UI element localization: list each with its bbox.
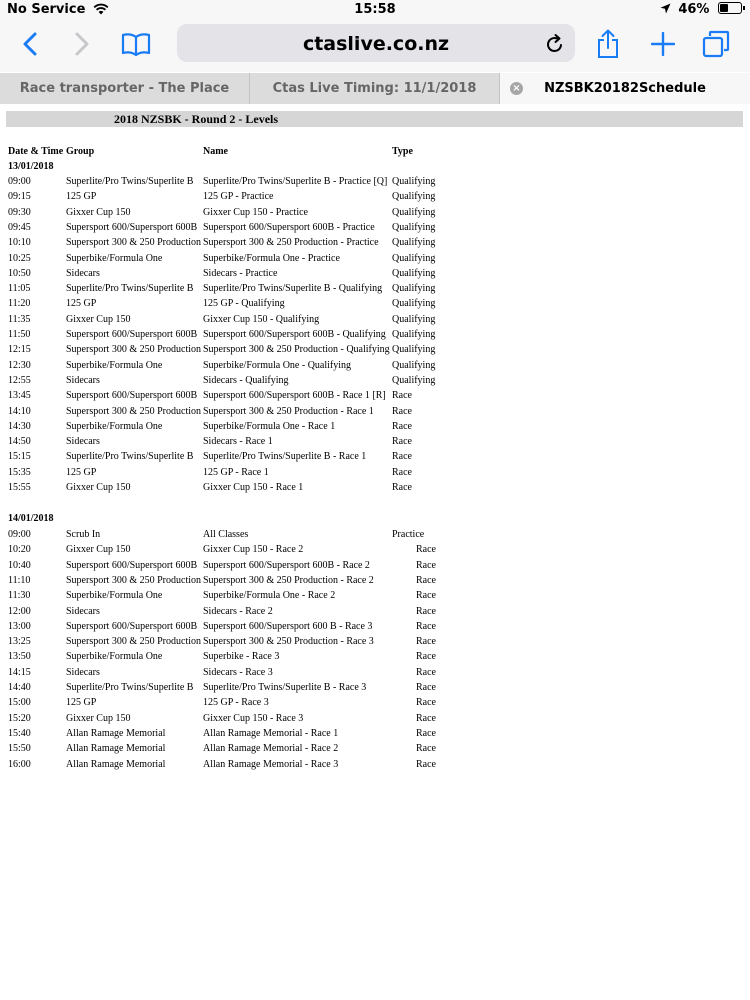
session-type: Qualifying bbox=[392, 206, 436, 218]
session-group: Superlite/Pro Twins/Superlite B bbox=[66, 176, 194, 187]
session-group: Allan Ramage Memorial bbox=[66, 758, 166, 770]
session-name: Gixxer Cup 150 - Qualifying bbox=[203, 313, 320, 325]
session-name: All Classes bbox=[203, 529, 249, 540]
session-type: Qualifying bbox=[392, 298, 436, 310]
session-time: 14:50 bbox=[8, 436, 31, 448]
session-group: Superlite/Pro Twins/Superlite B bbox=[66, 451, 194, 463]
session-time: 13:25 bbox=[8, 636, 31, 648]
session-group: Gixxer Cup 150 bbox=[66, 482, 131, 493]
session-type: Qualifying bbox=[392, 374, 436, 386]
session-name: Supersport 300 & 250 Production - Race 2 bbox=[203, 574, 374, 586]
status-right bbox=[660, 2, 742, 17]
session-type: Qualifying bbox=[392, 221, 436, 233]
session-name: Allan Ramage Memorial - Race 2 bbox=[203, 743, 339, 755]
session-group: Superbike/Formula One bbox=[66, 252, 163, 264]
session-time: 15:50 bbox=[8, 743, 31, 755]
tab-switcher-button[interactable] bbox=[698, 26, 734, 62]
header-type: Type bbox=[392, 146, 413, 157]
session-time: 15:15 bbox=[8, 451, 31, 463]
battery-icon bbox=[718, 2, 742, 14]
date-heading: 13/01/2018 bbox=[8, 161, 54, 172]
chevron-right-icon bbox=[74, 32, 90, 56]
session-time: 15:20 bbox=[8, 712, 31, 724]
session-name: Sidecars - Race 2 bbox=[203, 605, 273, 617]
session-group: Superbike/Formula One bbox=[66, 359, 163, 371]
browser-toolbar bbox=[0, 20, 750, 72]
session-type: Race bbox=[416, 544, 436, 556]
session-name: Supersport 600/Supersport 600B - Qualifying bbox=[203, 329, 386, 340]
session-group: Superlite/Pro Twins/Superlite B bbox=[66, 283, 194, 295]
session-type: Race bbox=[416, 590, 436, 602]
session-type: Race bbox=[416, 682, 436, 693]
session-group: Supersport 300 & 250 Production bbox=[66, 405, 201, 417]
session-group: Scrub In bbox=[66, 529, 101, 540]
session-group: Superbike/Formula One bbox=[66, 420, 163, 432]
session-name: Superlite/Pro Twins/Superlite B - Race 1 bbox=[203, 451, 367, 463]
bookmarks-button[interactable] bbox=[118, 26, 154, 62]
session-group: Supersport 600/Supersport 600B bbox=[66, 559, 198, 571]
session-time: 09:30 bbox=[8, 206, 31, 218]
session-group: 125 GP bbox=[66, 697, 97, 709]
session-type: Race bbox=[392, 405, 412, 417]
session-name: Supersport 300 & 250 Production - Race 1 bbox=[203, 405, 374, 417]
close-icon[interactable]: × bbox=[510, 82, 523, 95]
session-time: 13:50 bbox=[8, 651, 31, 663]
session-group: Superbike/Formula One bbox=[66, 651, 163, 663]
session-type: Race bbox=[416, 697, 436, 709]
session-type: Qualifying bbox=[392, 329, 436, 340]
session-group: 125 GP bbox=[66, 191, 97, 203]
session-name: Superbike/Formula One - Practice bbox=[203, 252, 340, 264]
session-name: Superbike/Formula One - Race 1 bbox=[203, 420, 336, 432]
header-datetime: Date & Time bbox=[8, 146, 64, 157]
session-group: Sidecars bbox=[66, 666, 100, 678]
share-button[interactable] bbox=[590, 26, 626, 62]
session-time: 10:40 bbox=[8, 559, 31, 571]
tab-ctas-live-timing[interactable] bbox=[250, 73, 500, 104]
session-name: 125 GP - Qualifying bbox=[203, 298, 285, 310]
session-group: Supersport 600/Supersport 600B bbox=[66, 390, 198, 402]
carrier-label: No Service bbox=[7, 2, 86, 17]
session-group: Gixxer Cup 150 bbox=[66, 313, 131, 325]
session-type: Race bbox=[392, 420, 412, 432]
session-type: Race bbox=[416, 712, 436, 724]
reload-icon[interactable] bbox=[545, 32, 565, 54]
session-type: Qualifying bbox=[392, 237, 436, 249]
session-type: Qualifying bbox=[392, 176, 436, 187]
session-type: Race bbox=[416, 620, 436, 632]
session-group: Supersport 600/Supersport 600B bbox=[66, 221, 198, 233]
session-group: Allan Ramage Memorial bbox=[66, 743, 166, 755]
session-group: Sidecars bbox=[66, 267, 100, 279]
schedule-title-bar bbox=[6, 111, 743, 127]
session-name: 125 GP - Practice bbox=[203, 191, 274, 203]
session-type: Qualifying bbox=[392, 191, 436, 203]
session-time: 11:30 bbox=[8, 590, 31, 602]
session-name: Superbike/Formula One - Race 2 bbox=[203, 590, 336, 602]
session-time: 09:15 bbox=[8, 191, 31, 203]
session-type: Race bbox=[416, 743, 436, 755]
chevron-left-icon bbox=[22, 32, 38, 56]
forward-button[interactable] bbox=[64, 26, 100, 62]
session-type: Qualifying bbox=[392, 344, 436, 356]
session-name: Sidecars - Qualifying bbox=[203, 374, 289, 386]
session-type: Race bbox=[416, 727, 436, 739]
page-content bbox=[0, 104, 750, 1000]
new-tab-button[interactable] bbox=[645, 26, 681, 62]
session-name: Supersport 300 & 250 Production - Race 3 bbox=[203, 636, 374, 648]
session-type: Race bbox=[392, 436, 412, 448]
session-name: Gixxer Cup 150 - Practice bbox=[203, 206, 308, 218]
battery-level bbox=[720, 4, 728, 12]
session-time: 12:55 bbox=[8, 374, 31, 386]
session-name: Allan Ramage Memorial - Race 1 bbox=[203, 727, 339, 739]
session-time: 13:45 bbox=[8, 390, 31, 402]
session-name: Gixxer Cup 150 - Race 2 bbox=[203, 544, 304, 556]
session-type: Race bbox=[392, 482, 412, 493]
session-type: Race bbox=[416, 651, 436, 663]
session-group: Sidecars bbox=[66, 374, 100, 386]
session-type: Race bbox=[416, 636, 436, 648]
session-time: 15:40 bbox=[8, 727, 31, 739]
session-time: 14:10 bbox=[8, 405, 31, 417]
tab-label: Ctas Live Timing: 11/1/2018 bbox=[272, 81, 477, 96]
tab-label: Race transporter - The Place bbox=[19, 81, 230, 96]
session-group: Sidecars bbox=[66, 436, 100, 448]
session-group: Gixxer Cup 150 bbox=[66, 712, 131, 724]
session-name: 125 GP - Race 1 bbox=[203, 466, 269, 478]
session-group: Gixxer Cup 150 bbox=[66, 544, 131, 556]
session-name: Superbike/Formula One - Qualifying bbox=[203, 359, 352, 371]
session-type: Race bbox=[416, 666, 436, 678]
session-time: 15:55 bbox=[8, 482, 31, 493]
session-group: 125 GP bbox=[66, 298, 97, 310]
session-name: Supersport 600/Supersport 600B - Practice bbox=[203, 221, 375, 233]
session-type: Race bbox=[416, 559, 436, 571]
session-time: 09:00 bbox=[8, 529, 31, 540]
back-button[interactable] bbox=[12, 26, 48, 62]
session-time: 12:30 bbox=[8, 359, 31, 371]
session-name: Superlite/Pro Twins/Superlite B - Qualifying bbox=[203, 283, 383, 295]
session-time: 10:10 bbox=[8, 237, 31, 249]
session-name: Supersport 600/Supersport 600 B - Race 3 bbox=[203, 620, 373, 632]
location-arrow-icon bbox=[660, 3, 671, 14]
session-group: 125 GP bbox=[66, 466, 97, 478]
session-group: Allan Ramage Memorial bbox=[66, 727, 166, 739]
session-group: Supersport 600/Supersport 600B bbox=[66, 329, 198, 340]
session-name: Sidecars - Practice bbox=[203, 267, 278, 279]
header-group: Group bbox=[66, 146, 95, 157]
session-group: Supersport 600/Supersport 600B bbox=[66, 620, 198, 632]
clock: 15:58 bbox=[354, 2, 396, 17]
session-name: Supersport 300 & 250 Production - Practice bbox=[203, 237, 379, 249]
session-name: Superlite/Pro Twins/Superlite B - Practice [Q] bbox=[203, 176, 388, 187]
session-name: 125 GP - Race 3 bbox=[203, 697, 269, 709]
session-type: Race bbox=[392, 390, 412, 402]
session-time: 15:35 bbox=[8, 466, 31, 478]
session-group: Gixxer Cup 150 bbox=[66, 206, 131, 218]
session-name: Supersport 300 & 250 Production - Qualifying bbox=[203, 344, 390, 356]
url-text: ctaslive.co.nz bbox=[302, 33, 450, 55]
session-group: Supersport 300 & 250 Production bbox=[66, 344, 201, 356]
session-time: 11:35 bbox=[8, 313, 31, 325]
session-name: Allan Ramage Memorial - Race 3 bbox=[203, 758, 339, 770]
tabs-icon bbox=[702, 30, 730, 58]
tab-nzsbk-schedule[interactable] bbox=[500, 73, 750, 104]
session-type: Race bbox=[416, 605, 436, 617]
session-time: 09:00 bbox=[8, 176, 31, 187]
session-time: 11:10 bbox=[8, 574, 31, 586]
session-time: 14:30 bbox=[8, 420, 31, 432]
session-name: Gixxer Cup 150 - Race 3 bbox=[203, 712, 304, 724]
session-name: Superlite/Pro Twins/Superlite B - Race 3 bbox=[203, 682, 367, 693]
session-type: Race bbox=[416, 758, 436, 770]
tab-label: NZSBK20182Schedule bbox=[544, 81, 706, 96]
session-time: 11:50 bbox=[8, 329, 31, 340]
session-time: 10:20 bbox=[8, 544, 31, 556]
tab-race-transporter[interactable] bbox=[0, 73, 250, 104]
session-type: Qualifying bbox=[392, 359, 436, 371]
session-time: 16:00 bbox=[8, 758, 31, 770]
session-time: 12:00 bbox=[8, 605, 31, 617]
tab-bar bbox=[0, 73, 750, 105]
session-type: Qualifying bbox=[392, 252, 436, 264]
session-group: Supersport 300 & 250 Production bbox=[66, 636, 201, 648]
session-name: Gixxer Cup 150 - Race 1 bbox=[203, 482, 304, 493]
session-group: Supersport 300 & 250 Production bbox=[66, 237, 201, 249]
session-time: 12:15 bbox=[8, 344, 31, 356]
date-heading: 14/01/2018 bbox=[8, 513, 54, 524]
session-type: Race bbox=[392, 451, 412, 463]
session-time: 11:05 bbox=[8, 283, 31, 295]
session-name: Sidecars - Race 3 bbox=[203, 666, 273, 678]
session-type: Qualifying bbox=[392, 267, 436, 279]
session-group: Superbike/Formula One bbox=[66, 590, 163, 602]
page-title: 2018 NZSBK - Round 2 - Levels bbox=[114, 112, 279, 126]
session-name: Supersport 600/Supersport 600B - Race 2 bbox=[203, 559, 370, 571]
session-time: 10:25 bbox=[8, 252, 31, 264]
session-group: Supersport 300 & 250 Production bbox=[66, 574, 201, 586]
session-type: Qualifying bbox=[392, 283, 436, 295]
session-type: Practice bbox=[392, 529, 425, 540]
session-time: 14:15 bbox=[8, 666, 31, 678]
session-group: Sidecars bbox=[66, 605, 100, 617]
session-time: 10:50 bbox=[8, 267, 31, 279]
battery-percent: 46% bbox=[678, 2, 710, 17]
session-name: Supersport 600/Supersport 600B - Race 1 [R] bbox=[203, 390, 386, 402]
status-bar bbox=[0, 0, 750, 20]
session-type: Race bbox=[416, 574, 436, 586]
session-name: Superbike - Race 3 bbox=[203, 651, 280, 663]
session-time: 09:45 bbox=[8, 221, 31, 233]
address-bar[interactable] bbox=[177, 24, 575, 62]
session-time: 15:00 bbox=[8, 697, 31, 709]
session-time: 11:20 bbox=[8, 298, 31, 310]
share-icon bbox=[596, 29, 620, 59]
session-group: Superlite/Pro Twins/Superlite B bbox=[66, 682, 194, 693]
session-type: Qualifying bbox=[392, 313, 436, 325]
session-name: Sidecars - Race 1 bbox=[203, 436, 273, 448]
session-time: 14:40 bbox=[8, 682, 31, 693]
session-time: 13:00 bbox=[8, 620, 31, 632]
plus-icon bbox=[651, 32, 675, 56]
header-name: Name bbox=[203, 146, 228, 157]
session-type: Race bbox=[392, 466, 412, 478]
book-icon bbox=[121, 32, 151, 56]
